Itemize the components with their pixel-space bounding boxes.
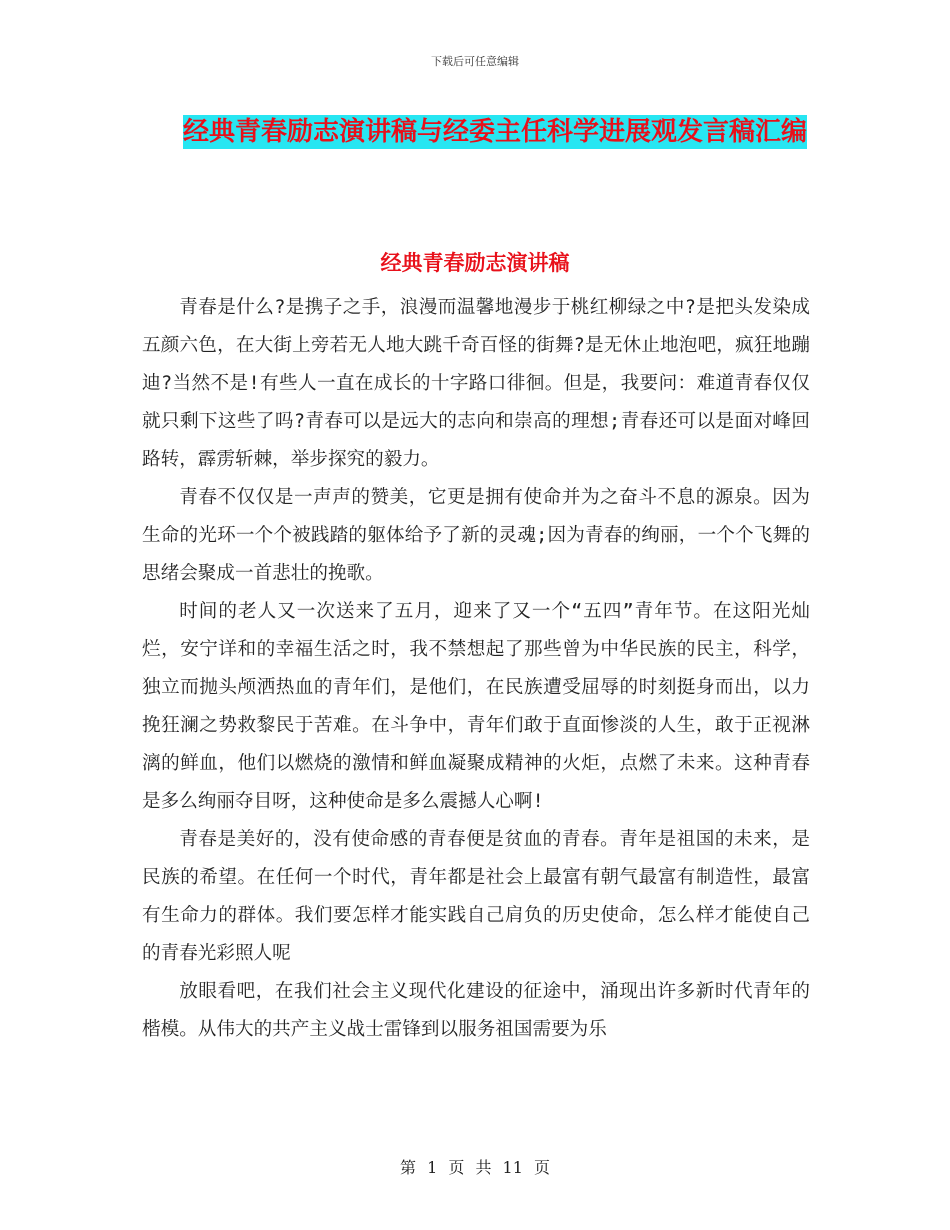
paragraph: 时间的老人又一次送来了五月，迎来了又一个“五四”青年节。在这阳光灿烂，安宁详和的幸福生活之时，我不禁想起了那些曾为中华民族的民主，科学，独立而抛头颅洒热血的青年们，是他们，在民族遭受屈辱的时刻挺身而出，以力挽狂澜之势救黎民于苦难。在斗争中，青年们敢于直面惨淡的人生，敢于正视淋漓的鲜血，他们以燃烧的激情和鲜血凝聚成精神的火炬，点燃了未来。这种青春是多么绚丽夺目呀，这种使命是多么震撼人心啊!: [142, 601, 810, 812]
section-title: 经典青春励志演讲稿: [380, 251, 570, 275]
paragraph: 青春是什么?是携子之手，浪漫而温馨地漫步于桃红柳绿之中?是把头发染成五颜六色，在大街上旁若无人地大跳千奇百怪的街舞?是无休止地泡吧，疯狂地蹦迪?当然不是!有些人一直在成长的十字路口徘徊。但是，我要问：难道青春仅仅就只剩下这些了吗?青春可以是远大的志向和崇高的理想;青春还可以是面对峰回路转，霹雳斩棘，举步探究的毅力。: [142, 297, 810, 470]
document-title: [150, 108, 840, 157]
document-title-text: 经典青春励志演讲稿与经委主任科学进展观发言稿汇编: [182, 117, 807, 147]
page-footer-number: 第 1 页 共 11 页: [400, 1158, 550, 1177]
paragraph: 青春是美好的，没有使命感的青春便是贫血的青春。青年是祖国的未来，是民族的希望。在任何一个时代，青年都是社会上最富有朝气最富有制造性，最富有生命力的群体。我们要怎样才能实践自己肩负的历史使命，怎么样才能使自己的青春光彩照人呢: [142, 829, 810, 964]
document-body: [142, 289, 810, 1049]
paragraph: 放眼看吧，在我们社会主义现代化建设的征途中，涌现出许多新时代青年的楷模。从伟大的共产主义战士雷锋到以服务祖国需要为乐: [142, 981, 810, 1040]
page-header-note: 下载后可任意编辑: [431, 55, 519, 68]
paragraph: 青春不仅仅是一声声的赞美，它更是拥有使命并为之奋斗不息的源泉。因为生命的光环一个个被践踏的躯体给予了新的灵魂;因为青春的绚丽，一个个飞舞的思绪会聚成一首悲壮的挽歌。: [142, 487, 810, 584]
